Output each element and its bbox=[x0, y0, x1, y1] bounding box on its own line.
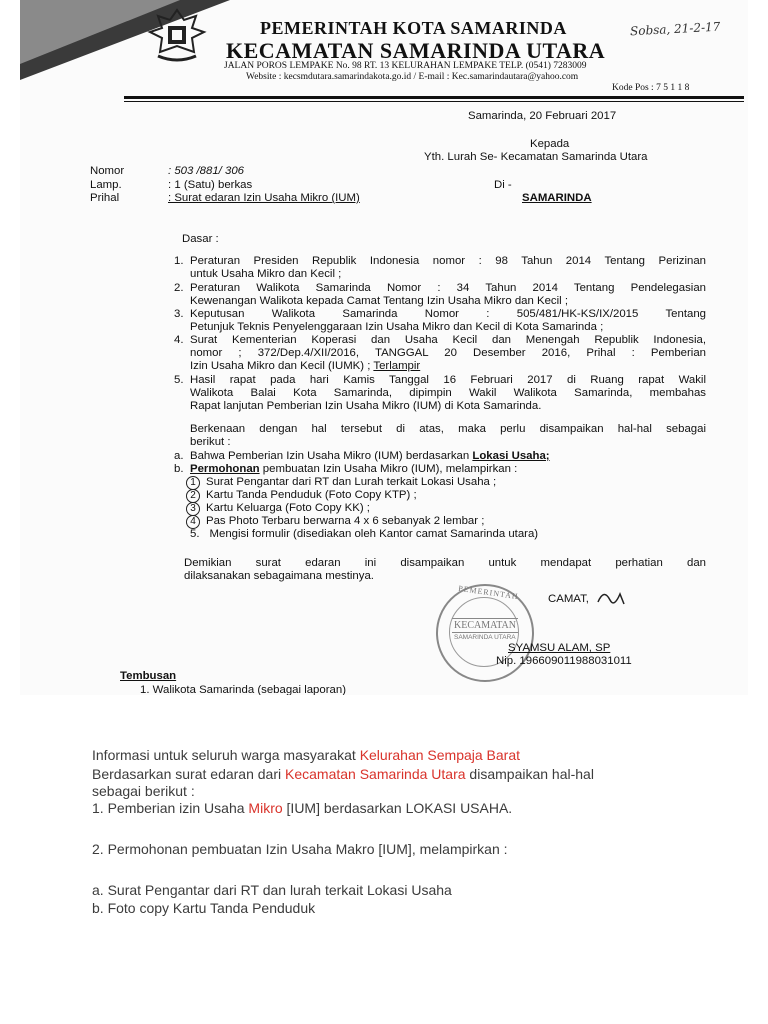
dasar-item-number: 1. bbox=[174, 255, 184, 267]
letterhead-rule-thick bbox=[124, 96, 744, 99]
attachment-item bbox=[186, 502, 370, 516]
dasar-item-line: Peraturan Walikota Samarinda Nomor : 34 Tahun 2014 Tentang Pendelegasian bbox=[190, 282, 706, 294]
attachment-text: Mengisi formulir (disediakan oleh Kantor camat Samarinda utara) bbox=[209, 528, 539, 540]
dasar-item-line: Surat Kementerian Koperasi dan Usaha Kecil dan Menengah Republik Indonesia, bbox=[190, 334, 706, 346]
point-a-text: Bahwa Pemberian Izin Usaha Mikro (IUM) berdasarkan bbox=[190, 450, 470, 462]
dasar-item-line: Rapat lanjutan Pemberian Izin Usaha Mikro (IUM) di Kota Samarinda. bbox=[190, 400, 542, 412]
dasar-item-line bbox=[190, 360, 420, 373]
lamp-label: Lamp. bbox=[90, 179, 122, 191]
berkenaan-line: berikut : bbox=[190, 436, 231, 448]
point-b-number: b. bbox=[174, 463, 184, 475]
letter-date: Samarinda, 20 Februari 2017 bbox=[468, 110, 617, 122]
nomor-value: : 503 /881/ 306 bbox=[168, 165, 245, 177]
point-b-text: pembuatan Izin Usaha Mikro (IUM), melampirkan : bbox=[262, 463, 518, 475]
dasar-item-number: 2. bbox=[174, 282, 184, 294]
attachment-text: Pas Photo Terbaru berwarna 4 x 6 sebanyak 2 lembar ; bbox=[206, 515, 485, 527]
info-line bbox=[92, 799, 512, 817]
info-line: 2. Permohonan pembuatan Izin Usaha Makro [IUM], melampirkan : bbox=[92, 841, 508, 857]
nomor-label: Nomor bbox=[90, 165, 125, 177]
point-b bbox=[190, 463, 517, 476]
attachment-number: 5. bbox=[190, 528, 200, 540]
letterhead-website: Website : kecsmdutara.samarindakota.go.id / E-mail : Kec.samarindautara@yahoo.com bbox=[246, 72, 579, 82]
attachment-text: Surat Pengantar dari RT dan Lurah terkait Lokasi Usaha ; bbox=[206, 476, 497, 488]
garuda-emblem-icon bbox=[144, 6, 210, 68]
dasar-item-line: Peraturan Presiden Republik Indonesia nomor : 98 Tahun 2014 Tentang Perizinan bbox=[190, 255, 706, 267]
letterhead-government: PEMERINTAH KOTA SAMARINDA bbox=[260, 18, 567, 38]
camat-label: CAMAT, bbox=[548, 593, 589, 605]
info-line bbox=[92, 746, 520, 764]
dasar-item-text: Izin Usaha Mikro dan Kecil (IUMK) ; bbox=[190, 360, 371, 372]
closing-line: Demikian surat edaran ini disampaikan untuk mendapat perhatian dan bbox=[184, 557, 706, 569]
dasar-item-line: untuk Usaha Mikro dan Kecil ; bbox=[190, 268, 342, 280]
info-line bbox=[92, 765, 594, 783]
attachment-item bbox=[190, 528, 538, 541]
point-a-number: a. bbox=[174, 450, 184, 462]
point-a-bold: Lokasi Usaha; bbox=[472, 450, 550, 462]
info-line: sebagai berikut : bbox=[92, 783, 195, 799]
dasar-heading: Dasar : bbox=[182, 233, 219, 245]
signer-nip: Nip. 196609011988031011 bbox=[496, 655, 632, 667]
dasar-item-line: Keputusan Walikota Samarinda Nomor : 505/481/HK-KS/IX/2015 Tentang bbox=[190, 308, 706, 320]
attachment-text: Kartu Tanda Penduduk (Foto Copy KTP) ; bbox=[206, 489, 417, 501]
stamp-top-text: PEMERINTAH bbox=[457, 583, 520, 602]
letter-recipient: Yth. Lurah Se- Kecamatan Samarinda Utara bbox=[424, 151, 648, 163]
info-text: [IUM] berdasarkan LOKASI USAHA. bbox=[282, 800, 513, 816]
attachment-text: Kartu Keluarga (Foto Copy KK) ; bbox=[206, 502, 370, 514]
attachment-number: 2 bbox=[186, 489, 200, 503]
stamp-center-text: KECAMATAN bbox=[454, 620, 516, 631]
berkenaan-line: Berkenaan dengan hal tersebut di atas, maka perlu disampaikan hal-hal sebagai bbox=[190, 423, 706, 435]
dasar-item-line: Petunjuk Teknis Penyelenggaraan Izin Usaha Mikro dan Kecil di Kota Samarinda ; bbox=[190, 321, 604, 333]
letterhead-rule-thin bbox=[124, 101, 744, 102]
info-text: Berdasarkan surat edaran dari bbox=[92, 766, 285, 782]
lamp-value: : 1 (Satu) berkas bbox=[168, 179, 253, 191]
attachment-item bbox=[186, 489, 417, 503]
dasar-item-line: Walikota Balai Kota Samarinda, dipimpin Wakil Walikota Samarinda, membahas bbox=[190, 387, 706, 399]
stamp-bottom-text: SAMARINDA UTARA bbox=[454, 634, 516, 641]
letterhead-address: JALAN POROS LEMPAKE No. 98 RT. 13 KELURAHAN LEMPAKE TELP. (0541) 7283009 bbox=[224, 61, 587, 71]
letterhead-district: KECAMATAN SAMARINDA UTARA bbox=[226, 38, 606, 63]
point-b-bold: Permohonan bbox=[190, 463, 260, 475]
signer-name: SYAMSU ALAM, SP bbox=[508, 642, 611, 654]
info-text: 1. Pemberian izin Usaha bbox=[92, 800, 249, 816]
prihal-value: : Surat edaran Izin Usaha Mikro (IUM) bbox=[168, 192, 360, 204]
dasar-item-number: 3. bbox=[174, 308, 184, 320]
info-line: b. Foto copy Kartu Tanda Penduduk bbox=[92, 900, 316, 916]
info-highlight: Kelurahan Sempaja Barat bbox=[359, 747, 521, 763]
dasar-item-number: 4. bbox=[174, 334, 184, 346]
letter-kepada: Kepada bbox=[530, 138, 570, 150]
attachment-item bbox=[186, 476, 496, 490]
attachment-number: 4 bbox=[186, 515, 200, 529]
info-highlight: Mikro bbox=[248, 800, 283, 816]
letterhead-postal-code: Kode Pos : 7 5 1 1 8 bbox=[612, 83, 690, 93]
signature-mark-icon bbox=[594, 586, 634, 610]
attachment-item bbox=[186, 515, 484, 529]
info-text: Informasi untuk seluruh warga masyarakat bbox=[92, 747, 360, 763]
dasar-item-number: 5. bbox=[174, 374, 184, 386]
info-highlight: Kecamatan Samarinda Utara bbox=[285, 766, 466, 782]
prihal-label: Prihal bbox=[90, 192, 120, 204]
info-text: disampaikan hal-hal bbox=[465, 766, 594, 782]
dasar-item-line: Kewenangan Walikota kepada Camat Tentang Izin Usaha Mikro dan Kecil ; bbox=[190, 295, 569, 307]
dasar-item-line: nomor ; 372/Dep.4/XII/2016, TANGGAL 20 Desember 2016, Prihal : Pemberian bbox=[190, 347, 706, 359]
info-line: a. Surat Pengantar dari RT dan lurah terkait Lokasi Usaha bbox=[92, 882, 452, 898]
terlampir-label: Terlampir bbox=[373, 360, 421, 372]
attachment-number: 1 bbox=[186, 476, 200, 490]
point-a bbox=[190, 450, 550, 463]
letter-di: Di - bbox=[494, 179, 512, 191]
scanned-letter bbox=[20, 0, 748, 695]
tembusan-item: 1. Walikota Samarinda (sebagai laporan) bbox=[140, 684, 346, 695]
letter-city: SAMARINDA bbox=[522, 192, 592, 204]
handwritten-note: Sobsa, 21-2-17 bbox=[629, 19, 721, 39]
closing-line: dilaksanakan sebagaimana mestinya. bbox=[184, 570, 374, 582]
attachment-number: 3 bbox=[186, 502, 200, 516]
dasar-item-line: Hasil rapat pada hari Kamis Tanggal 16 Februari 2017 di Ruang rapat Wakil bbox=[190, 374, 706, 386]
tembusan-heading: Tembusan bbox=[120, 670, 177, 682]
